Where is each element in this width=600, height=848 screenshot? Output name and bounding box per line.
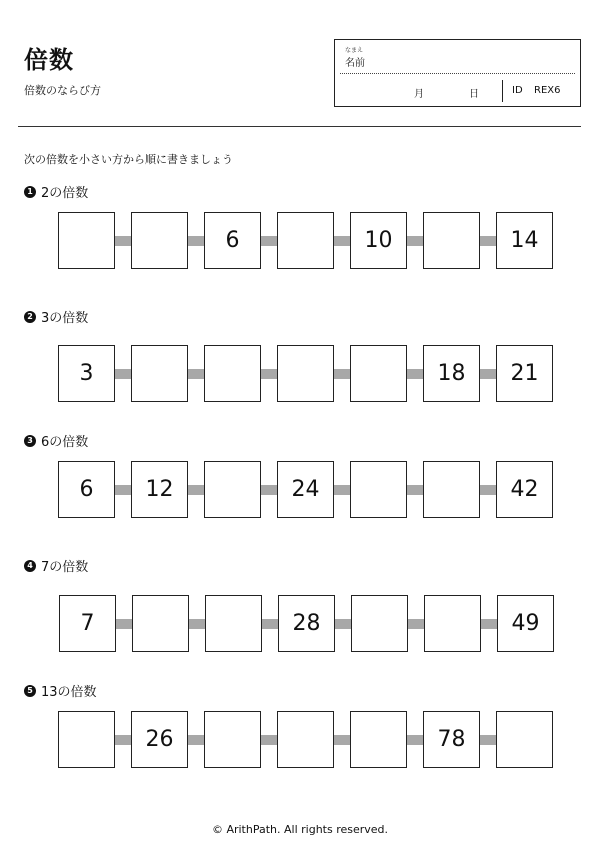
- answer-box[interactable]: 12: [131, 461, 188, 518]
- section-title: 7の倍数: [41, 560, 89, 575]
- answer-box[interactable]: [351, 595, 408, 652]
- answer-box[interactable]: 10: [350, 212, 407, 269]
- answer-box[interactable]: [58, 212, 115, 269]
- answer-box[interactable]: [423, 212, 480, 269]
- name-label: 名前: [345, 58, 365, 69]
- multiples-row-5: [58, 711, 553, 768]
- answer-box[interactable]: [350, 345, 407, 402]
- answer-box[interactable]: 24: [277, 461, 334, 518]
- section-label-5: [24, 681, 97, 700]
- answer-box[interactable]: 18: [423, 345, 480, 402]
- answer-box[interactable]: [350, 461, 407, 518]
- box-connector: [334, 485, 350, 495]
- box-connector: [188, 236, 204, 246]
- answer-box[interactable]: [205, 595, 262, 652]
- section-number-badge: 2: [24, 311, 36, 323]
- box-connector: [188, 369, 204, 379]
- box-connector: [261, 735, 277, 745]
- answer-box[interactable]: 42: [496, 461, 553, 518]
- box-connector: [480, 735, 496, 745]
- section-number-badge: 3: [24, 435, 36, 447]
- section-title: 6の倍数: [41, 435, 89, 450]
- answer-box[interactable]: 26: [131, 711, 188, 768]
- header-divider: [18, 126, 581, 127]
- answer-box[interactable]: [58, 711, 115, 768]
- multiples-row-3: [58, 461, 553, 518]
- box-connector: [334, 236, 350, 246]
- copyright-footer: © ArithPath. All rights reserved.: [211, 823, 389, 836]
- box-connector: [188, 735, 204, 745]
- answer-box[interactable]: [204, 711, 261, 768]
- section-number-badge: 4: [24, 560, 36, 572]
- box-connector: [115, 369, 131, 379]
- day-label: 日: [469, 89, 479, 100]
- name-furigana: なまえ: [345, 47, 364, 54]
- name-dotted-line: [340, 73, 575, 74]
- box-connector: [407, 369, 423, 379]
- multiples-row-1: [58, 212, 553, 269]
- id-label: ID: [512, 85, 523, 96]
- answer-box[interactable]: [131, 345, 188, 402]
- multiples-row-4: [59, 595, 554, 652]
- box-connector: [480, 485, 496, 495]
- box-connector: [115, 236, 131, 246]
- box-connector: [481, 619, 497, 629]
- box-connector: [480, 236, 496, 246]
- month-label: 月: [414, 89, 424, 100]
- answer-box[interactable]: [424, 595, 481, 652]
- answer-box[interactable]: [132, 595, 189, 652]
- box-connector: [115, 735, 131, 745]
- box-connector: [407, 735, 423, 745]
- box-connector: [407, 485, 423, 495]
- name-box: [334, 39, 581, 107]
- answer-box[interactable]: 14: [496, 212, 553, 269]
- answer-box[interactable]: 78: [423, 711, 480, 768]
- box-connector: [116, 619, 132, 629]
- section-label-1: [24, 182, 88, 201]
- answer-box[interactable]: [277, 711, 334, 768]
- section-label-2: [24, 307, 88, 326]
- box-connector: [334, 735, 350, 745]
- section-title: 2の倍数: [41, 186, 89, 201]
- answer-box[interactable]: 3: [58, 345, 115, 402]
- box-connector: [188, 485, 204, 495]
- section-label-3: [24, 431, 88, 450]
- box-connector: [262, 619, 278, 629]
- answer-box[interactable]: [350, 711, 407, 768]
- answer-box[interactable]: 28: [278, 595, 335, 652]
- page-title: 倍数: [24, 46, 74, 74]
- box-connector: [335, 619, 351, 629]
- answer-box[interactable]: [204, 345, 261, 402]
- box-connector: [261, 485, 277, 495]
- answer-box[interactable]: [423, 461, 480, 518]
- section-number-badge: 1: [24, 186, 36, 198]
- answer-box[interactable]: [277, 345, 334, 402]
- answer-box[interactable]: [496, 711, 553, 768]
- id-divider: [502, 80, 503, 102]
- answer-box[interactable]: 49: [497, 595, 554, 652]
- answer-box[interactable]: 6: [204, 212, 261, 269]
- instruction-text: 次の倍数を小さい方から順に書きましょう: [24, 153, 233, 166]
- box-connector: [261, 369, 277, 379]
- answer-box[interactable]: [131, 212, 188, 269]
- section-label-4: [24, 556, 88, 575]
- page-subtitle: 倍数のならび方: [24, 84, 101, 97]
- box-connector: [480, 369, 496, 379]
- answer-box[interactable]: 21: [496, 345, 553, 402]
- box-connector: [408, 619, 424, 629]
- box-connector: [334, 369, 350, 379]
- box-connector: [189, 619, 205, 629]
- answer-box[interactable]: [277, 212, 334, 269]
- multiples-row-2: [58, 345, 553, 402]
- section-title: 13の倍数: [41, 685, 97, 700]
- answer-box[interactable]: [204, 461, 261, 518]
- section-number-badge: 5: [24, 685, 36, 697]
- answer-box[interactable]: 6: [58, 461, 115, 518]
- box-connector: [261, 236, 277, 246]
- box-connector: [115, 485, 131, 495]
- id-code: REX6: [534, 85, 561, 96]
- section-title: 3の倍数: [41, 311, 89, 326]
- answer-box[interactable]: 7: [59, 595, 116, 652]
- box-connector: [407, 236, 423, 246]
